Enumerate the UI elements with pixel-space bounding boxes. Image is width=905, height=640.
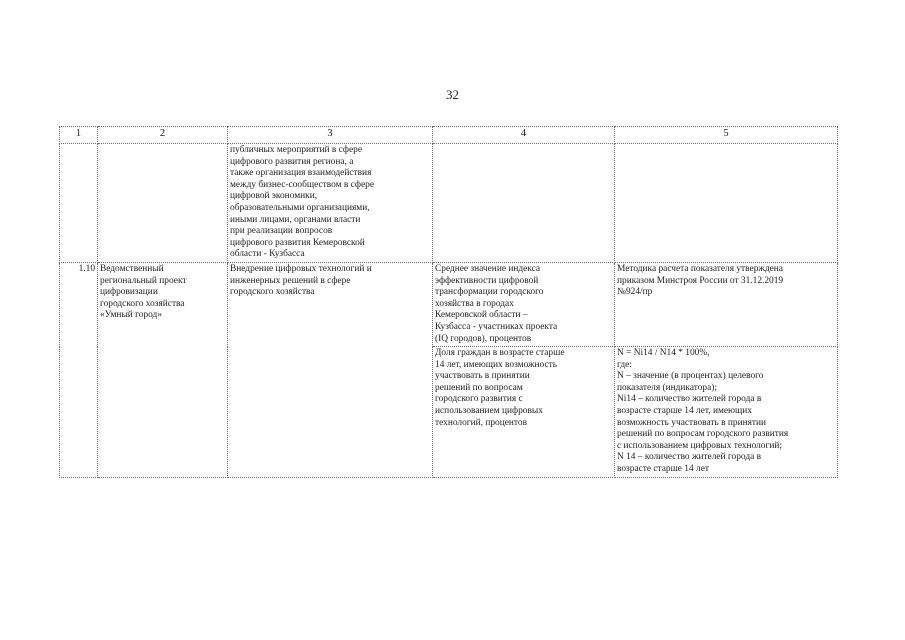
header-cell-1: 1 (60, 127, 98, 144)
table-header-row (60, 127, 838, 144)
table-row-1-10 (60, 262, 838, 346)
header-cell-4: 4 (433, 127, 615, 144)
table-row-continued (60, 144, 838, 263)
header-cell-5: 5 (615, 127, 838, 144)
cell-activity-continued: публичных мероприятий в сфере цифрового развития региона, а также организация взаимодействия между бизнес-сообществом в сфере цифровой экономики, образовательными организациями, иными лицами, органами власти при реализации вопросов цифрового развития Кемеровской области - Кузбасса (228, 144, 433, 263)
cell-indicator-name: Доля граждан в возрасте старше 14 лет, имеющих возможность участвовать в принятии решений по вопросам городского развития с использованием цифровых технологий, процентов (433, 347, 615, 478)
cell-empty (98, 144, 228, 263)
cell-empty (60, 144, 98, 263)
cell-empty (615, 144, 838, 263)
header-cell-3: 3 (228, 127, 433, 144)
cell-activity: Внедрение цифровых технологий и инженерных решений в сфере городского хозяйства (228, 262, 433, 477)
cell-indicator-method: Методика расчета показателя утверждена приказом Минстроя России от 31.12.2019 №924/пр (615, 262, 838, 346)
header-cell-2: 2 (98, 127, 228, 144)
cell-row-number: 1.10 (60, 262, 98, 477)
page-number: 32 (446, 87, 459, 102)
cell-indicator-name: Среднее значение индекса эффективности цифровой трансформации городского хозяйства в городах Кемеровской области – Кузбасса - участниках проекта (IQ городов), процентов (433, 262, 615, 346)
cell-empty (433, 144, 615, 263)
cell-indicator-method: N = Ni14 / N14 * 100%, где: N – значение (в процентах) целевого показателя (индикатора); Ni14 – количество жителей города в возрасте старше 14 лет, имеющих возможность участвовать в принятии решений по вопросам городского развития с использованием цифровых технологий; N 14 – количество жителей города в возрасте старше 14 лет (615, 347, 838, 478)
indicator-table (59, 126, 838, 478)
cell-project-name: Ведомственный региональный проект цифровизации городского хозяйства «Умный город» (98, 262, 228, 477)
